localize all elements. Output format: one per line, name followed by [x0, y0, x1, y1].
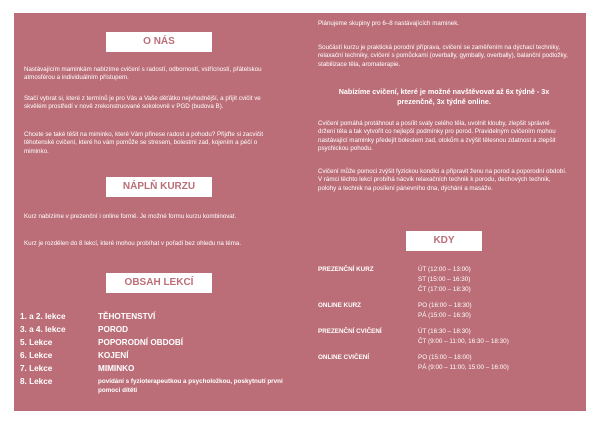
paragraph-3: Cvičení pomáhá protáhnout a posílit svaly celého těla, uvolnit klouby, zlepšit správné držení těla a tak vytvořit co nejlepší podmínky pro porod. Pravidelným cvičením mohou nastávající maminky předejít bolestem zad, otokům a zvýšit tělesnou zdatnost a zlepšit psychickou pohodu.	[318, 120, 556, 152]
about-paragraph-1: Nastávajícím maminkám nabízíme cvičení s radostí, odborností, vstřícností, přátelskou atmosférou a individuálním přístupem.	[24, 66, 262, 82]
lesson-row	[20, 362, 290, 375]
schedule-row	[318, 327, 573, 347]
lesson-number: 5. Lekce	[20, 338, 53, 347]
schedule-time: PO (16:00 – 18:30)	[418, 302, 472, 309]
highlight-text: Nabízíme cvičení, které je možné navštěvovat až 6x týdně - 3x prezenčně, 3x týdně online.	[338, 87, 550, 106]
lesson-number: 7. Lekce	[20, 364, 53, 373]
lesson-number: 8. Lekce	[20, 377, 53, 386]
lesson-topic: TĚHOTENSTVÍ	[98, 312, 156, 321]
lesson-topic: povídání s fyzioterapeutkou a psycholožkou, poskytnutí první pomoci dítěti	[98, 378, 283, 394]
about-paragraph-2: Stačí vybrat si, které z termínů je pro Vás a Vaše děťátko nejvhodnější, a přijít cvičit ve skvělém prostředí v nově zrekonstruované sokolovně v PGD (budova B).	[24, 95, 261, 111]
schedule-time: PO (15:00 – 18:00)	[418, 354, 472, 361]
schedule	[318, 265, 573, 379]
schedule-label: ONLINE KURZ	[318, 302, 362, 309]
schedule-label: ONLINE CVIČENÍ	[318, 354, 370, 361]
schedule-time: ÚT (12:00 – 13:00)	[418, 266, 471, 273]
schedule-label: PREZENČNÍ CVIČENÍ	[318, 328, 382, 335]
when-heading: KDY	[406, 231, 482, 251]
intro-paragraph-2: Součástí kurzu je praktická porodní příprava, cvičení se zaměřením na dýchací techniky, relaxační techniky, cvičení s pomůckami (overbally, gymbally, overbally), balanční podložky, stabilizace těla, aromaterapie.	[318, 44, 568, 68]
schedule-row	[318, 353, 573, 373]
lessons-list	[20, 310, 290, 395]
schedule-time: PÁ (15:00 – 16:30)	[418, 312, 471, 319]
schedule-time: ÚT (16:30 – 18:30)	[418, 328, 471, 335]
lesson-topic: POPORODNÍ OBDOBÍ	[98, 338, 184, 347]
brochure-page	[14, 13, 586, 411]
lesson-row	[20, 310, 290, 323]
schedule-times	[418, 301, 472, 321]
lesson-topic: MIMINKO	[98, 364, 135, 373]
schedule-times	[418, 353, 509, 373]
content-heading: OBSAH LEKCÍ	[106, 273, 212, 293]
schedule-times	[418, 265, 471, 295]
course-paragraph-1: Kurz nabízíme v prezenční i online formě. Je možné formu kurzu kombinovat.	[24, 213, 237, 220]
intro-paragraph-1: Plánujeme skupiny pro 6–8 nastávajících maminek.	[318, 20, 460, 27]
course-heading: NÁPLŇ KURZU	[106, 177, 212, 197]
schedule-time: ČT (17:00 – 18:30)	[418, 286, 471, 293]
schedule-time: PÁ (9:00 – 11:00, 15:00 – 16:00)	[418, 364, 509, 371]
lesson-number: 3. a 4. lekce	[20, 325, 66, 334]
lesson-row	[20, 349, 290, 362]
lesson-topic: POROD	[98, 325, 129, 334]
schedule-row	[318, 265, 573, 295]
schedule-row	[318, 301, 573, 321]
lesson-row	[20, 375, 290, 395]
schedule-times	[418, 327, 509, 347]
lesson-number: 6. Lekce	[20, 351, 53, 360]
schedule-time: ČT (9:00 – 11:00, 16:30 – 18:30)	[418, 338, 509, 345]
lesson-row	[20, 323, 290, 336]
lesson-number: 1. a 2. lekce	[20, 312, 66, 321]
schedule-time: ST (15:00 – 16:30)	[418, 276, 471, 283]
course-paragraph-2: Kurz je rozdělen do 8 lekcí, které mohou probíhat v pořadí bez ohledu na téma.	[24, 240, 242, 247]
paragraph-4: Cvičení může pomoci zvýšit fyzickou kondici a připravit ženu na porod a poporodní období. V rámci těchto lekcí probíhá nácvik relaxačních technik k porodu, dechových technik, polohy a technik na posílení pánevního dna, dýchání a masáže.	[318, 168, 567, 192]
lesson-topic: KOJENÍ	[98, 351, 129, 360]
lesson-row	[20, 336, 290, 349]
schedule-label: PREZENČNÍ KURZ	[318, 266, 374, 273]
about-heading: O NÁS	[106, 32, 212, 52]
about-paragraph-3: Chcete se také těšit na miminko, které Vám přinese radost a pohodu? Přijďte si zacvičit těhotenské cvičení, které ho vám pomůže se stresem, bolestmi zad, kojením a péčí o miminko.	[24, 131, 264, 155]
